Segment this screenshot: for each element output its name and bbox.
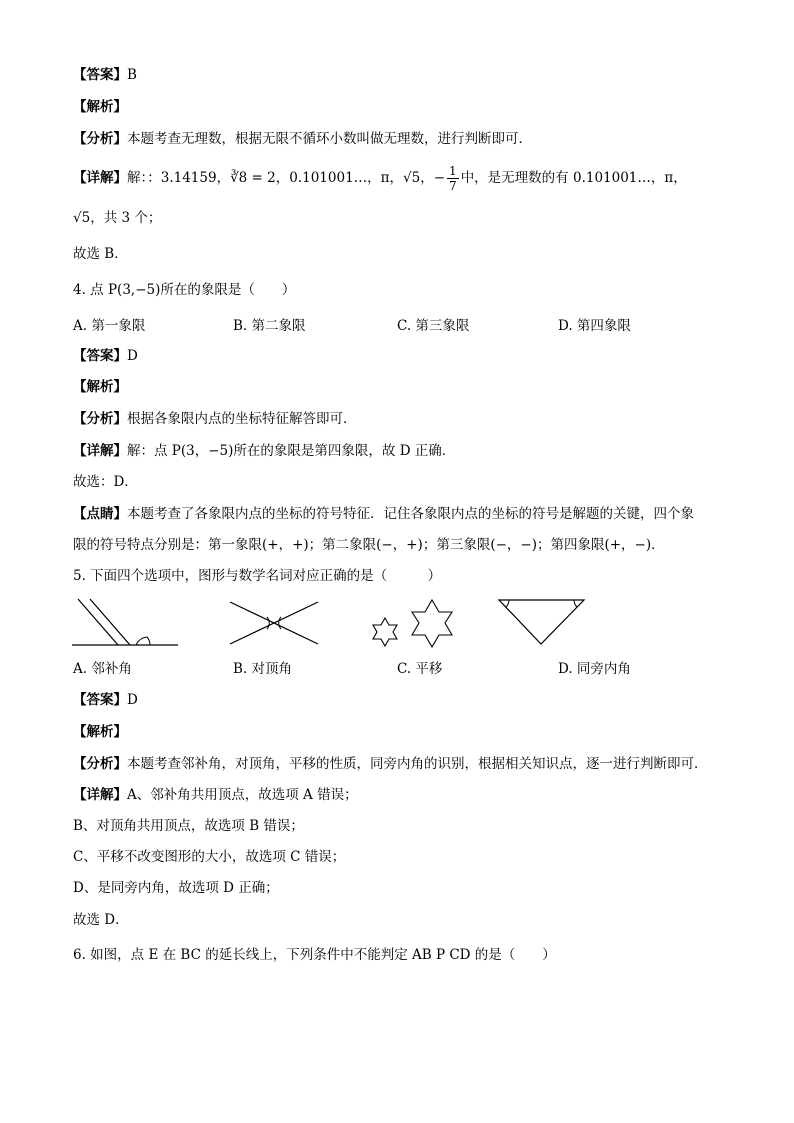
q5-answer-line xyxy=(73,691,138,709)
q3-fenxi-line xyxy=(73,130,532,148)
answer-value: D xyxy=(127,692,138,708)
figure-b-vertical-angles xyxy=(228,600,322,646)
answer-tag: 【答案】 xyxy=(73,692,127,708)
fenxi-tag: 【分析】 xyxy=(73,756,127,772)
answer-value: D xyxy=(127,348,138,364)
q4-option-d: D. 第四象限 xyxy=(558,318,631,334)
q5-question: 5. 下面四个选项中，图形与数学名词对应正确的是（ ） xyxy=(73,568,442,584)
q5-detail-line-4: D、是同旁内角，故选项 D 正确； xyxy=(73,880,279,896)
fenxi-tag: 【分析】 xyxy=(73,131,127,147)
detail-text-1: A、邻补角共用顶点，故选项 A 错误； xyxy=(127,787,358,803)
q4-analysis-title: 【解析】 xyxy=(73,379,127,395)
dianjing-text-1: 本题考查了各象限内点的坐标的符号特征．记住各象限内点的坐标的符号是解题的关键，四个象 xyxy=(127,506,694,522)
q5-conclusion: 故选 D． xyxy=(73,912,129,928)
q4-dianjing-line-2: 限的符号特点分别是：第一象限(+，+)；第二象限(−，+)；第三象限(−，−)；第四象限(+，−)． xyxy=(73,537,665,553)
q4-option-a: A. 第一象限 xyxy=(73,318,146,334)
fenxi-tag: 【分析】 xyxy=(73,411,127,427)
q4-detail-line xyxy=(73,442,455,460)
figure-d-interior-angles xyxy=(496,597,588,647)
fraction xyxy=(447,164,459,193)
detail-text-cbrt: ∛8 = 2，0.101001…，π，√5，− xyxy=(230,170,446,186)
detail-tag: 【详解】 xyxy=(73,787,127,803)
q5-detail-line-3: C、平移不改变图形的大小，故选项 C 错误； xyxy=(73,849,346,865)
fenxi-text: 本题考查邻补角，对顶角，平移的性质，同旁内角的识别，根据相关知识点，逐一进行判断即可． xyxy=(127,756,708,772)
detail-tag: 【详解】 xyxy=(73,170,127,186)
q5-option-b: B. 对顶角 xyxy=(233,661,293,677)
q5-detail-line-1 xyxy=(73,786,358,804)
q5-option-d: D. 同旁内角 xyxy=(558,661,631,677)
dianjing-tag: 【点睛】 xyxy=(73,506,127,522)
q5-option-a: A. 邻补角 xyxy=(73,661,132,677)
q3-conclusion: 故选 B． xyxy=(73,246,128,262)
q4-option-c: C. 第三象限 xyxy=(397,318,470,334)
fraction-numerator: 1 xyxy=(449,164,457,178)
q5-detail-line-2: B、对顶角共用顶点，故选项 B 错误； xyxy=(73,818,304,834)
answer-tag: 【答案】 xyxy=(73,348,127,364)
detail-tag: 【详解】 xyxy=(73,443,127,459)
q3-detail-line-2: √5，共 3 个； xyxy=(73,210,162,226)
fenxi-text: 本题考查无理数，根据无限不循环小数叫做无理数，进行判断即可． xyxy=(127,131,532,147)
q3-detail-line xyxy=(73,164,687,193)
q4-option-b: B. 第二象限 xyxy=(233,318,306,334)
figure-c-translation xyxy=(368,598,458,650)
q4-conclusion: 故选：D． xyxy=(73,474,138,490)
answer-tag: 【答案】 xyxy=(73,67,127,83)
detail-text: 解：点 P(3，−5)所在的象限是第四象限，故 D 正确． xyxy=(127,443,456,459)
q3-analysis-title: 【解析】 xyxy=(73,99,127,115)
q5-option-c: C. 平移 xyxy=(397,661,443,677)
q4-question: 4. 点 P(3,−5)所在的象限是（ ） xyxy=(73,282,296,298)
q3-answer-line xyxy=(73,66,137,84)
q6-question: 6. 如图，点 E 在 BC 的延长线上，下列条件中不能判定 AB P CD 的是（ ） xyxy=(73,947,556,963)
fenxi-text: 根据各象限内点的坐标特征解答即可． xyxy=(127,411,357,427)
q5-analysis-title: 【解析】 xyxy=(73,724,127,740)
detail-text-a: 解：：3.14159， xyxy=(127,170,231,186)
q4-dianjing-line-1 xyxy=(73,505,694,523)
answer-value: B xyxy=(127,67,137,83)
detail-text-b: 中，是无理数的有 0.101001…，π， xyxy=(460,170,687,186)
q4-answer-line xyxy=(73,347,138,365)
fraction-denominator: 7 xyxy=(449,179,457,193)
figure-a-adjacent-angles xyxy=(70,596,182,648)
q4-fenxi-line xyxy=(73,410,357,428)
q5-fenxi-line xyxy=(73,755,708,773)
